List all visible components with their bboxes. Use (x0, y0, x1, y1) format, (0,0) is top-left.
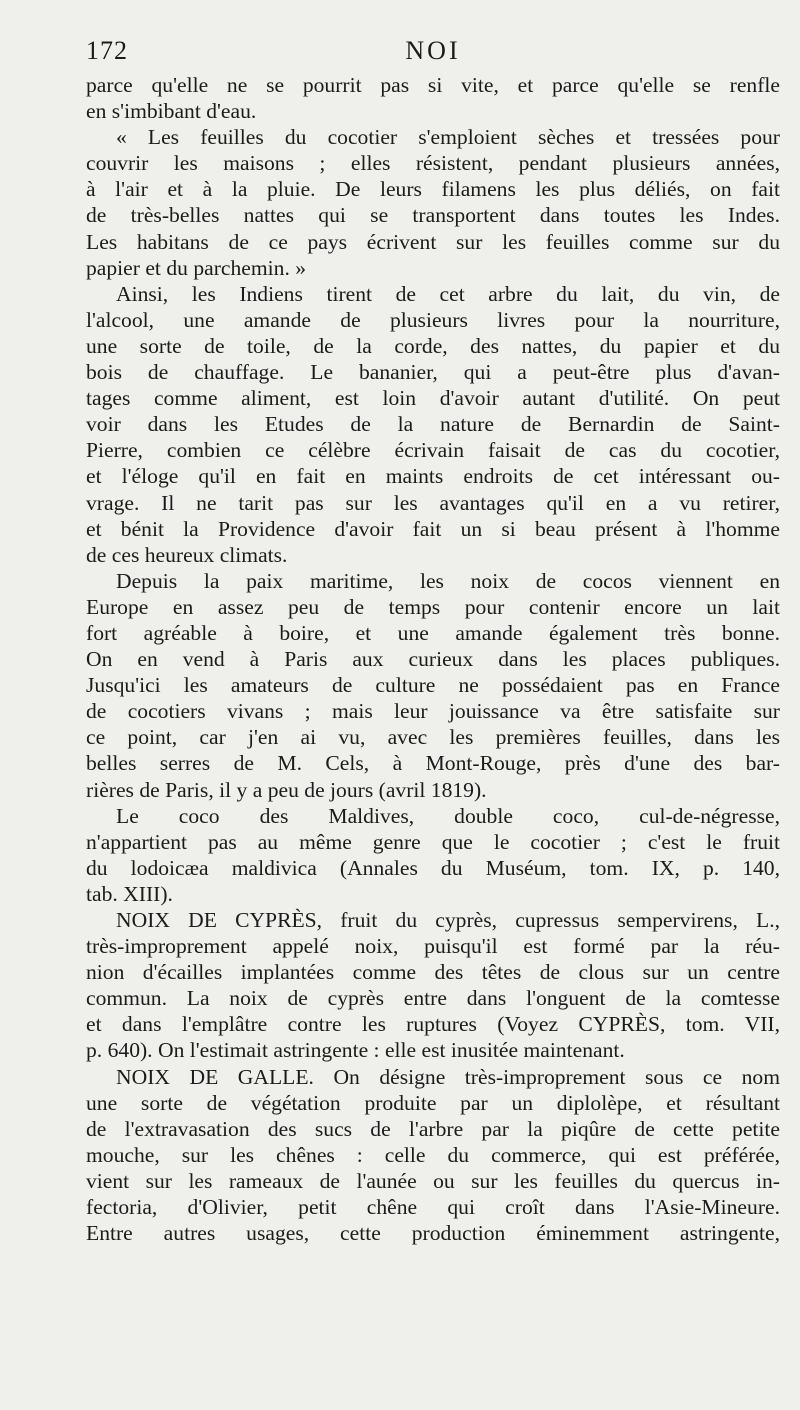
text-line: et l'éloge qu'il en fait en maints endroits de cet intéressant ou- (86, 464, 780, 489)
text-line: Pierre, combien ce célèbre écrivain faisait de cas du cocotier, (86, 438, 780, 463)
text-line: très-improprement appelé noix, puisqu'il est formé par la réu- (86, 934, 780, 959)
text-line: une sorte de végétation produite par un diplolèpe, et résultant (86, 1090, 780, 1115)
text-line: Depuis la paix maritime, les noix de cocos viennent en (116, 568, 780, 593)
text-line: mouche, sur les chênes : celle du commerce, qui est préférée, (86, 1142, 780, 1167)
page-header (86, 36, 780, 72)
text-line: et dans l'emplâtre contre les ruptures (Voyez CYPRÈS, tom. VII, (86, 1012, 780, 1037)
page-number: 172 (86, 36, 128, 65)
text-line: bois de chauffage. Le bananier, qui a peut-être plus d'avan- (86, 360, 780, 385)
text-line: Le coco des Maldives, double coco, cul-de-négresse, (116, 803, 780, 828)
text-line: voir dans les Etudes de la nature de Bernardin de Saint- (86, 412, 780, 437)
text-line: belles serres de M. Cels, à Mont-Rouge, près d'une des bar- (86, 751, 780, 776)
text-line: p. 640). On l'estimait astringente : elle est inusitée maintenant. (86, 1038, 625, 1063)
text-line: parce qu'elle ne se pourrit pas si vite, et parce qu'elle se renfle (86, 73, 780, 97)
text-line: papier et du parchemin. » (86, 255, 307, 280)
text-line: de très-belles nattes qui se transportent dans toutes les Indes. (86, 203, 780, 228)
text-line: Ainsi, les Indiens tirent de cet arbre du lait, du vin, de (116, 281, 780, 306)
text-line: de l'extravasation des sucs de l'arbre par la piqûre de cette petite (86, 1116, 780, 1141)
text-line: fort agréable à boire, et une amande également très bonne. (86, 620, 780, 645)
text-line: de ces heureux climats. (86, 542, 288, 567)
text-line: fectoria, d'Olivier, petit chêne qui croît dans l'Asie-Mineure. (86, 1195, 780, 1220)
text-line: « Les feuilles du cocotier s'emploient sèches et tressées pour (116, 125, 780, 150)
text-line: commun. La noix de cyprès entre dans l'onguent de la comtesse (86, 986, 780, 1011)
text-line: Entre autres usages, cette production éminemment astringente, (86, 1221, 780, 1246)
text-line: ce point, car j'en ai vu, avec les premières feuilles, dans les (86, 725, 780, 750)
text-line: Jusqu'ici les amateurs de culture ne possédaient pas en France (86, 673, 780, 698)
text-line: en s'imbibant d'eau. (86, 99, 257, 124)
text-line: de cocotiers vivans ; mais leur jouissance va être satisfaite sur (86, 699, 780, 724)
text-line: n'appartient pas au même genre que le cocotier ; c'est le fruit (86, 829, 780, 854)
text-line: une sorte de toile, de la corde, des nattes, du papier et du (86, 333, 780, 358)
text-line: tages comme aliment, est loin d'avoir autant d'utilité. On peut (86, 386, 780, 411)
text-line: Les habitans de ce pays écrivent sur les feuilles comme sur du (86, 229, 780, 254)
text-line: vient sur les rameaux de l'aunée ou sur les feuilles du quercus in- (86, 1168, 780, 1193)
text-line: du lodoicæa maldivica (Annales du Muséum, tom. IX, p. 140, (86, 855, 780, 880)
text-line: à l'air et à la pluie. De leurs filamens les plus déliés, on fait (86, 177, 780, 202)
text-line: et bénit la Providence d'avoir fait un si beau présent à l'homme (86, 516, 780, 541)
text-line: On en vend à Paris aux curieux dans les places publiques. (86, 647, 780, 672)
text-line: NOIX DE GALLE. On désigne très-improprement sous ce nom (116, 1064, 780, 1089)
body-text (86, 72, 780, 1246)
running-head: NOI (405, 36, 461, 65)
text-line: rières de Paris, il y a peu de jours (avril 1819). (86, 777, 487, 802)
text-line: nion d'écailles implantées comme des têtes de clous sur un centre (86, 960, 780, 985)
text-line: vrage. Il ne tarit pas sur les avantages qu'il en a vu retirer, (86, 490, 780, 515)
text-line: Europe en assez peu de temps pour contenir encore un lait (86, 594, 780, 619)
text-line: l'alcool, une amande de plusieurs livres pour la nourriture, (86, 307, 780, 332)
text-line: NOIX DE CYPRÈS, fruit du cyprès, cupressus sempervirens, L., (116, 908, 780, 932)
text-line: couvrir les maisons ; elles résistent, pendant plusieurs années, (86, 151, 780, 176)
text-line: tab. XIII). (86, 881, 173, 906)
